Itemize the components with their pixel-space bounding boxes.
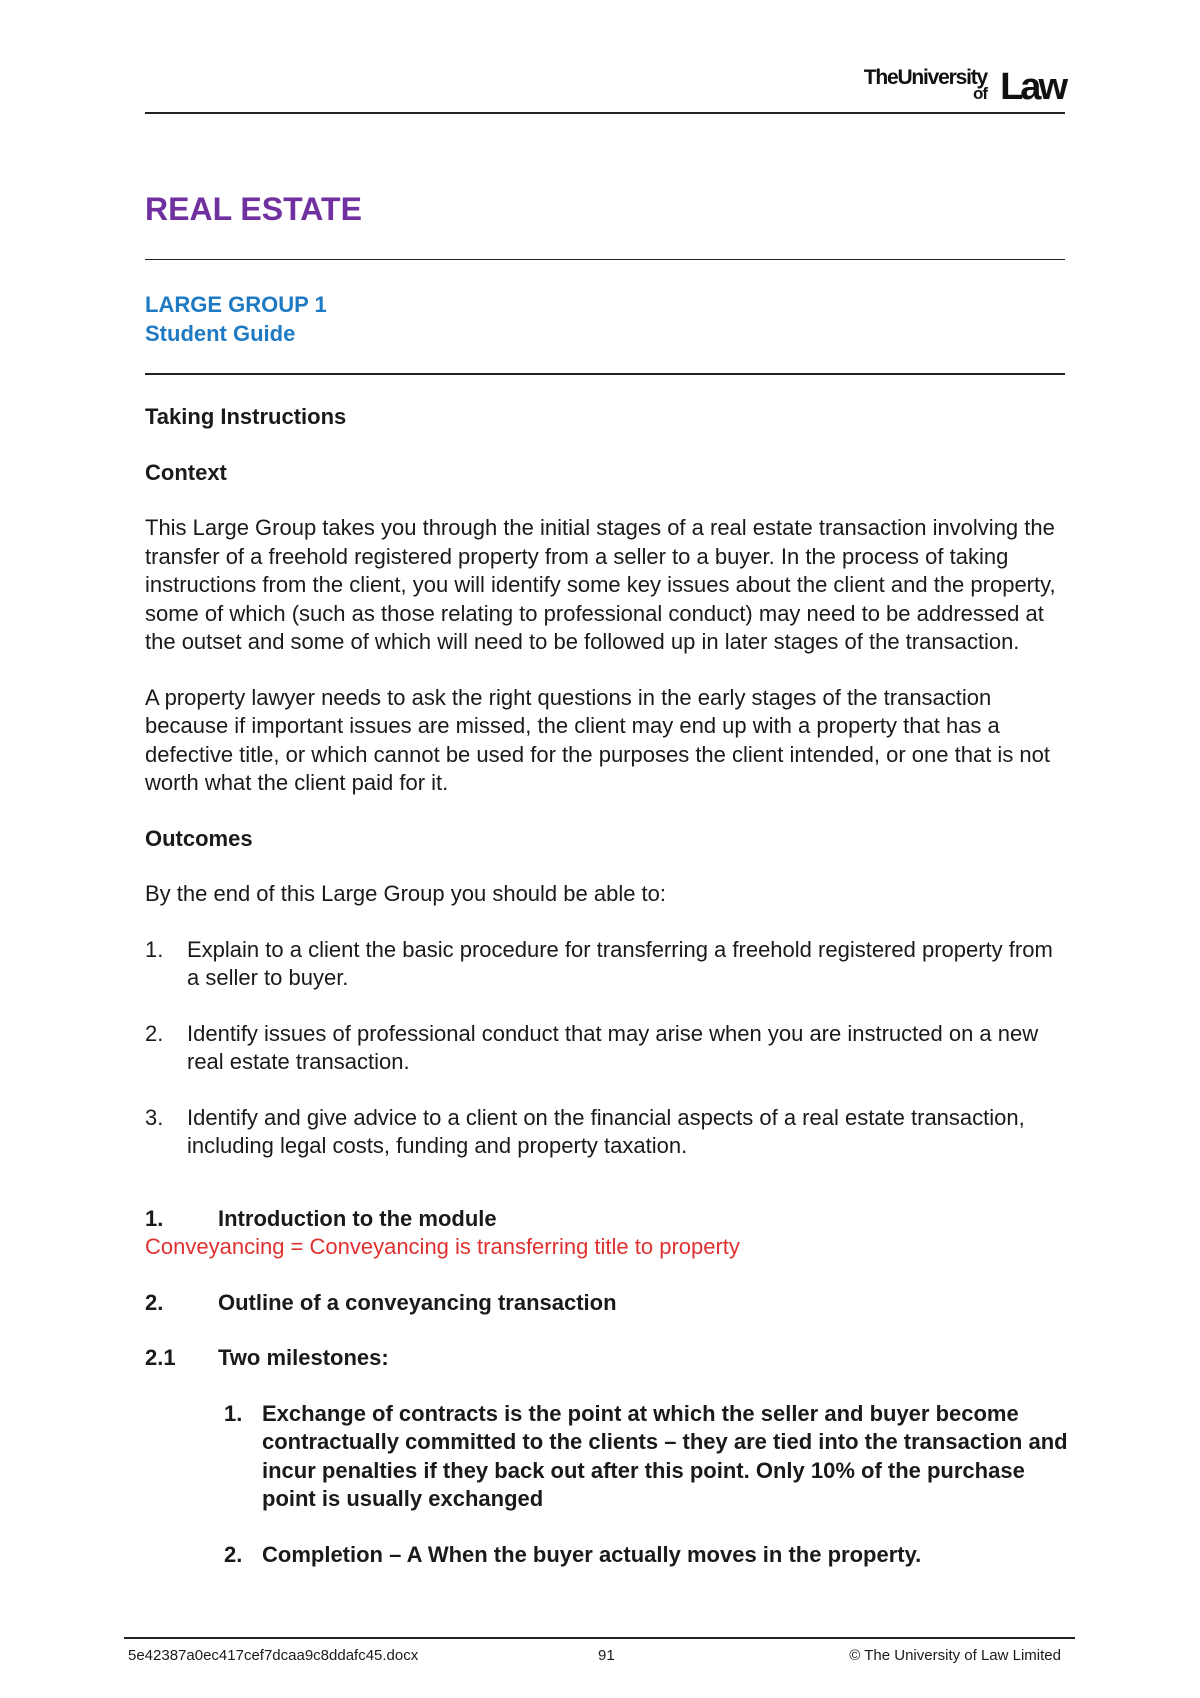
milestone-item [145, 1541, 1070, 1570]
heading-outcomes: Outcomes [145, 825, 253, 851]
section-1-heading [145, 1205, 1070, 1234]
subtitle-divider [145, 373, 1065, 375]
section-number: 2. [145, 1289, 164, 1315]
milestone-text: Completion – A When the buyer actually moves in the property. [262, 1541, 922, 1567]
section-title: Introduction to the module [218, 1205, 497, 1231]
outcome-item [145, 1104, 1070, 1161]
heading-context: Context [145, 459, 227, 485]
document-title: REAL ESTATE [145, 191, 362, 227]
outcome-item [145, 936, 1070, 993]
footer-file-name: 5e42387a0ec417cef7dcaa9c8ddafc45.docx [128, 1647, 419, 1664]
subtitle-student-guide: Student Guide [145, 321, 296, 346]
footer-copyright: © The University of Law Limited [849, 1647, 1061, 1664]
context-paragraph-2: A property lawyer needs to ask the right questions in the early stages of the transaction because if important issues are missed, the client may end up with a property that has a defective title, or which cannot be used for the purposes the client intended, or one that is not worth what the client paid for it. [145, 684, 1051, 795]
section-number: 1. [145, 1205, 164, 1231]
logo-the-university: TheUniversity [863, 66, 987, 89]
document-body [145, 403, 1070, 1569]
outcome-text: Identify and give advice to a client on the financial aspects of a real estate transaction, including legal costs, funding and property taxation. [187, 1104, 1025, 1158]
outcome-number: 3. [145, 1104, 164, 1130]
section-title: Outline of a conveyancing transaction [218, 1289, 617, 1315]
milestone-number: 1. [224, 1400, 243, 1426]
milestone-item [145, 1400, 1070, 1514]
milestone-number: 2. [224, 1541, 243, 1567]
heading-taking-instructions: Taking Instructions [145, 404, 347, 429]
logo-law: Law [1000, 66, 1065, 108]
university-logo [855, 66, 1065, 106]
logo-of: of [972, 84, 987, 103]
context-paragraph-1: This Large Group takes you through the initial stages of a real estate transaction involving the transfer of a freehold registered property from a seller to a buyer. In the process of taking instructions from the client, you will identify some key issues about the client and the property, some of which (such as those relating to professional conduct) may need to be addressed at the outset and some of which will need to be followed up in later stages of the transaction. [145, 515, 1056, 654]
section-2-1-heading [145, 1344, 1070, 1373]
outcome-item [145, 1020, 1070, 1077]
title-divider [145, 259, 1065, 260]
document-subtitle [145, 290, 327, 348]
subtitle-large-group: LARGE GROUP 1 [145, 292, 327, 317]
header-divider [145, 112, 1065, 114]
section-2-heading [145, 1289, 1070, 1318]
milestone-text: Exchange of contracts is the point at which the seller and buyer become contractually committed to the clients – they are tied into the transaction and incur penalties if they back out after this point. Only 10% of the purchase point is usually exchanged [262, 1400, 1068, 1511]
conveyancing-note: Conveyancing = Conveyancing is transferring title to property [145, 1234, 740, 1259]
outcome-number: 2. [145, 1020, 164, 1046]
outcome-number: 1. [145, 936, 164, 962]
outcomes-intro: By the end of this Large Group you should be able to: [145, 881, 667, 906]
footer-divider [124, 1637, 1075, 1639]
outcome-text: Identify issues of professional conduct that may arise when you are instructed on a new real estate transaction. [187, 1020, 1039, 1074]
outcome-text: Explain to a client the basic procedure for transferring a freehold registered property from a seller to buyer. [187, 936, 1053, 990]
section-number: 2.1 [145, 1345, 176, 1370]
footer-page-number: 91 [598, 1647, 615, 1664]
section-title: Two milestones: [218, 1345, 389, 1370]
